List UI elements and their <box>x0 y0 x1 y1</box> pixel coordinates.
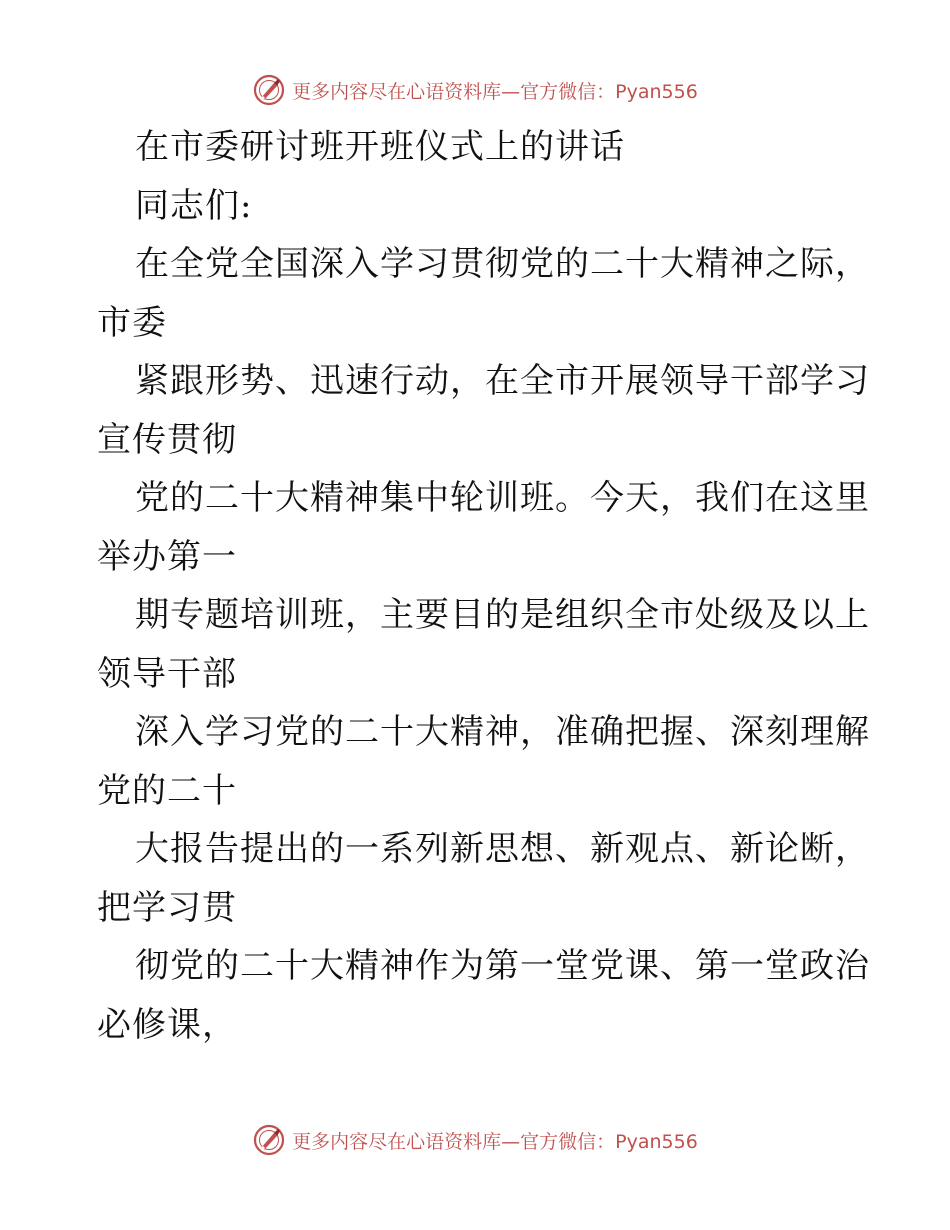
text-line: 紧跟形势、迅速行动，在全市开展领导干部学习 <box>135 361 870 401</box>
text-line: 举办第一 <box>97 536 237 577</box>
text-line: 深入学习党的二十大精神，准确把握、深刻理解 <box>135 712 870 752</box>
text-line: 在全党全国深入学习贯彻党的二十大精神之际， <box>135 244 870 284</box>
banner-text: 更多内容尽在心语资料库—官方微信：Pyan556 <box>292 1130 698 1153</box>
text-line: 必修课， <box>97 1004 237 1045</box>
text-line: 市委 <box>97 302 167 343</box>
document-body <box>0 118 950 1054</box>
fountain-pen-seal-icon <box>252 1123 286 1157</box>
text-line: 党的二十 <box>97 770 237 811</box>
text-line: 彻党的二十大精神作为第一堂党课、第一堂政治 <box>135 946 870 986</box>
wechat-handle: Pyan556 <box>615 1130 698 1153</box>
banner-text: 更多内容尽在心语资料库—官方微信：Pyan556 <box>292 80 698 103</box>
text-line: 领导干部 <box>97 653 237 694</box>
header-banner <box>0 70 950 110</box>
text-line: 宣传贯彻 <box>97 419 237 460</box>
fountain-pen-seal-icon <box>252 73 286 107</box>
wechat-handle: Pyan556 <box>615 80 698 103</box>
footer-banner <box>0 1120 950 1160</box>
text-line: 大报告提出的一系列新思想、新观点、新论断， <box>135 829 870 869</box>
salutation: 同志们: <box>135 185 253 226</box>
document-title: 在市委研讨班开班仪式上的讲话 <box>135 127 625 167</box>
text-line: 把学习贯 <box>97 887 237 928</box>
text-line: 党的二十大精神集中轮训班。今天，我们在这里 <box>135 478 870 518</box>
text-line: 期专题培训班，主要目的是组织全市处级及以上 <box>135 595 870 635</box>
